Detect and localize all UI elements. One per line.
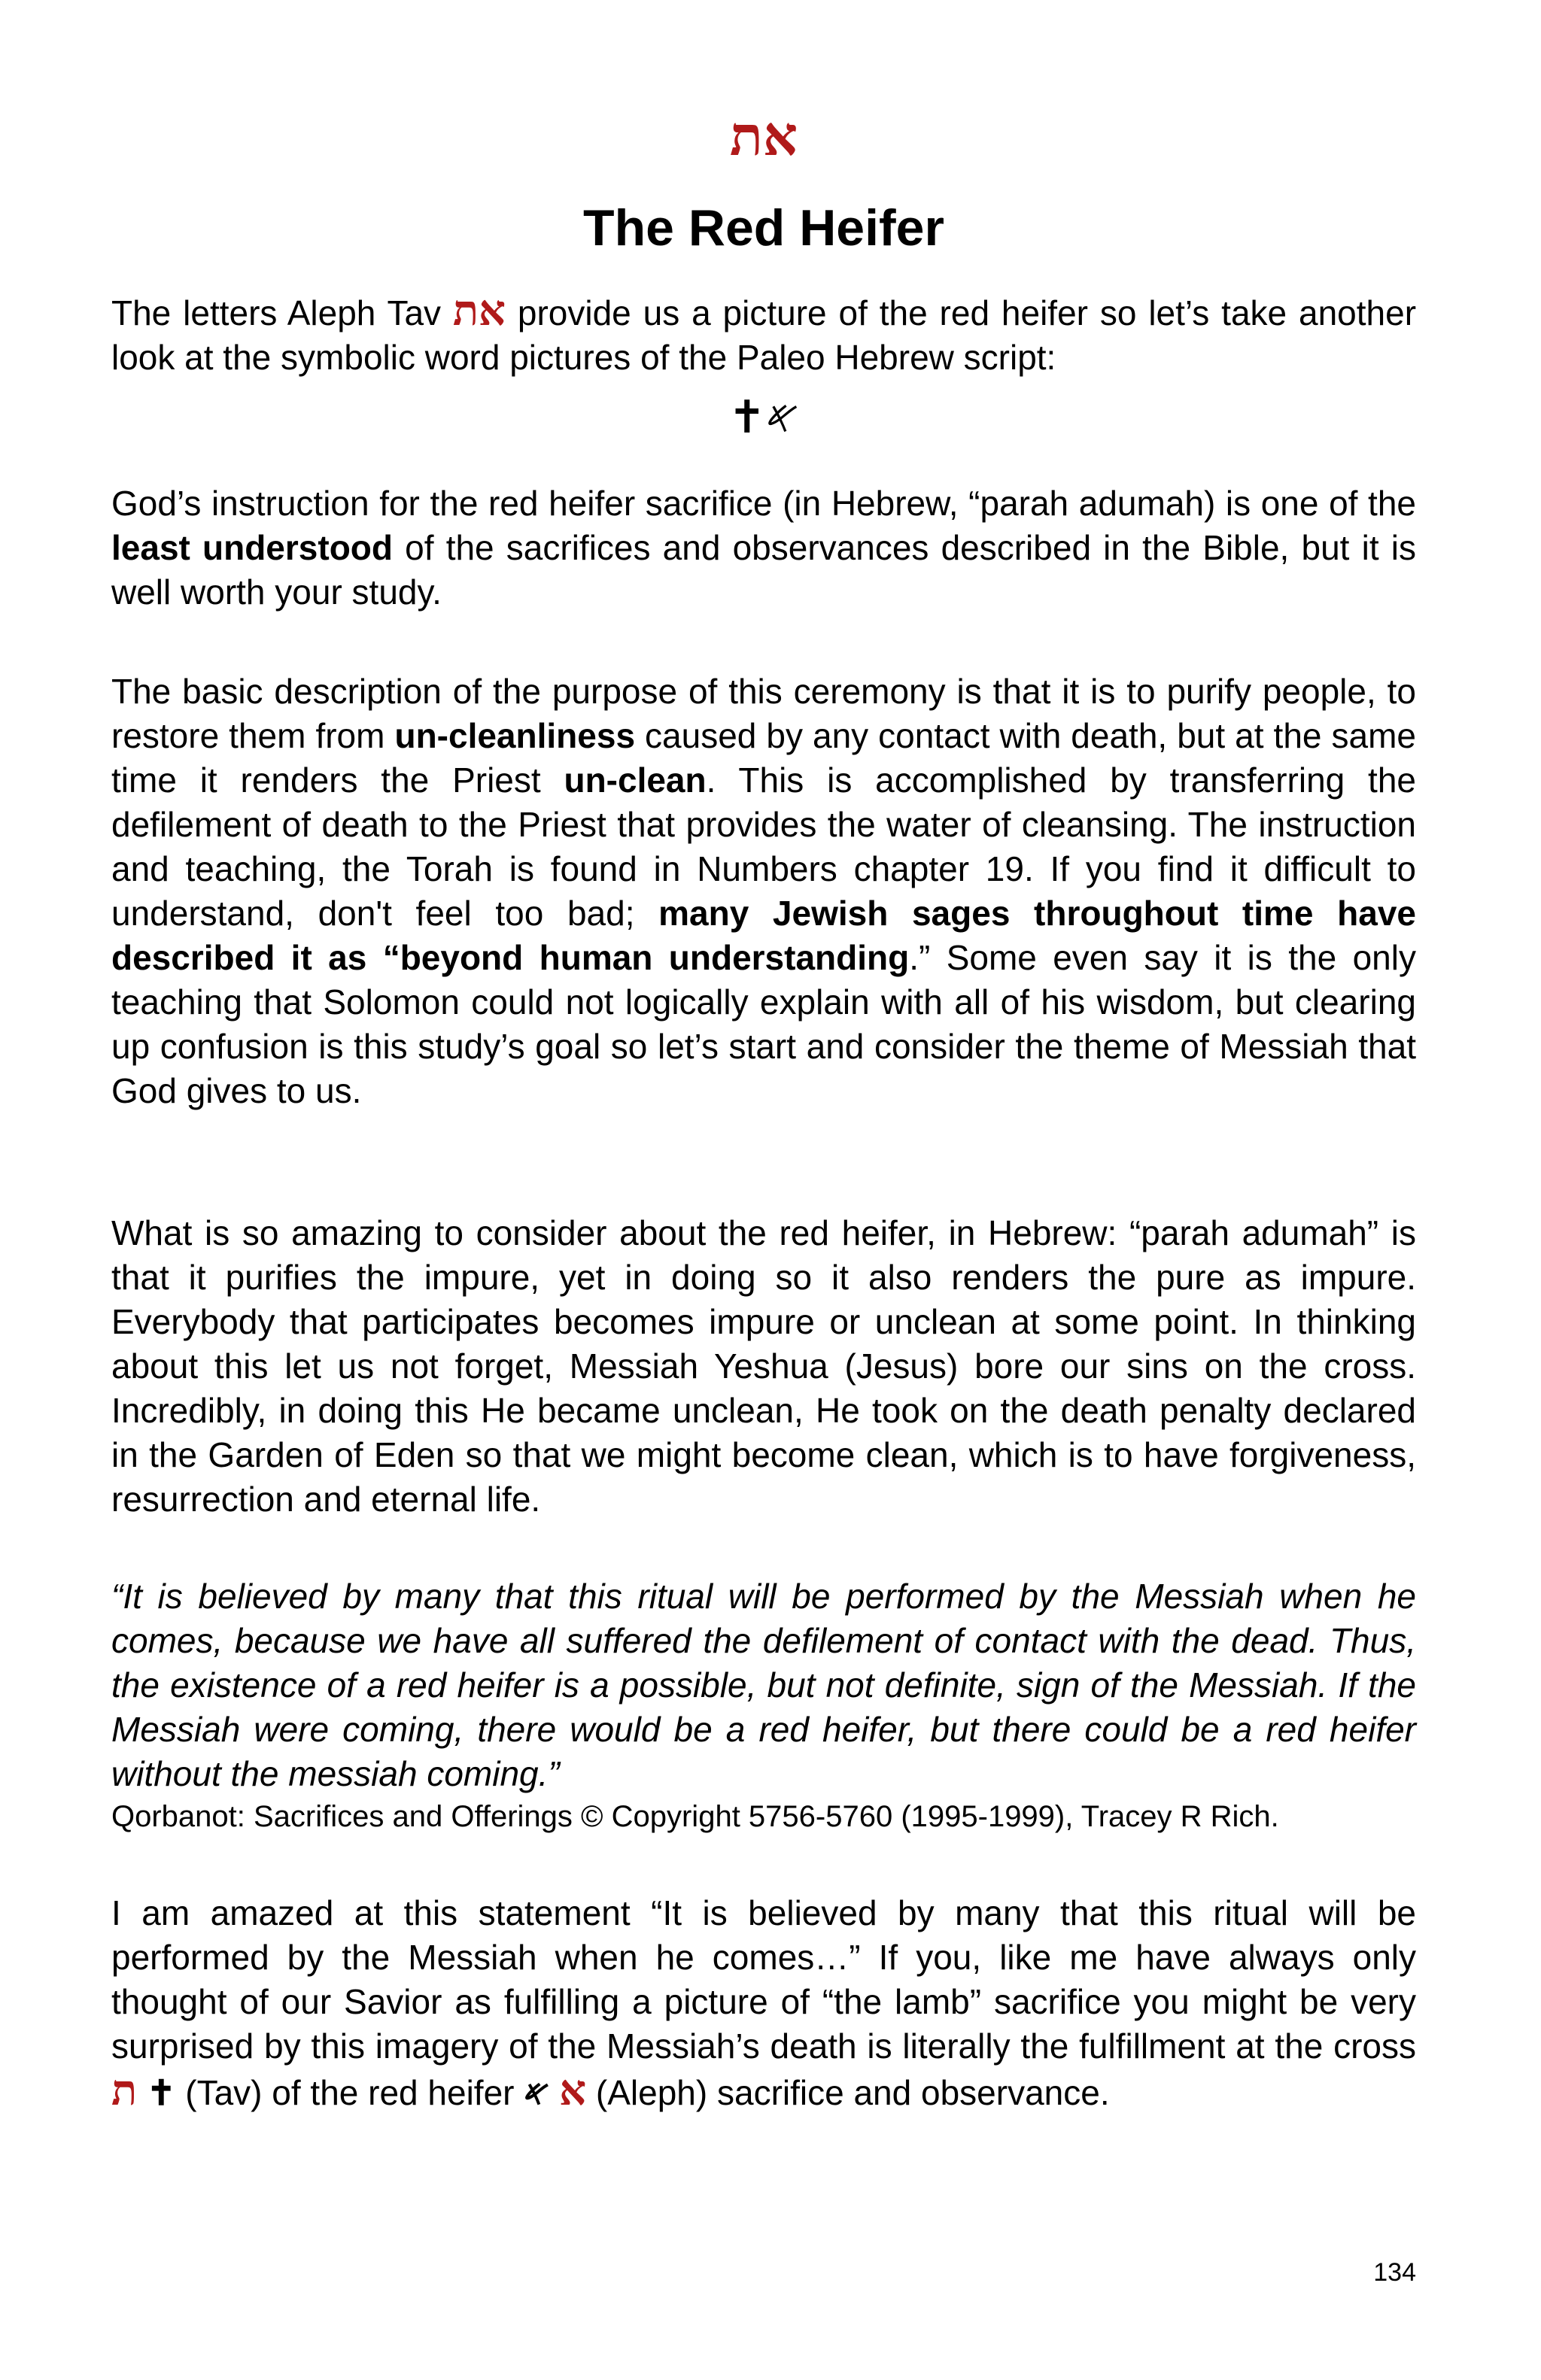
conclusion-paragraph <box>111 1891 1416 2115</box>
quote-paragraph: “It is believed by many that this ritual will be performed by the Messiah when he comes, because we have all suffered the defilement of contact with the dead. Thus, the existence of a red heifer is a possible, but not definite, sign of the Messiah. If the Messiah were coming, there would be a red heifer, but there could be a red heifer without the messiah coming.” <box>111 1577 1416 1793</box>
amazing-paragraph: What is so amazing to consider about the red heifer, in Hebrew: “parah adumah” is that it purifies the impure, yet in doing so it also renders the pure as impure. Everybody that participates becomes impure or unclean at some point. In thinking about this let us not forget, Messiah Yeshua (Jesus) bore our sins on the cross. Incredibly, in doing this He became unclean, He took on the death penalty declared in the Garden of Eden so that we might become clean, which is to have forgiveness, resurrection and eternal life. <box>111 1213 1416 1519</box>
aleph-tav-heading-glyph: את <box>729 104 798 168</box>
page-title: The Red Heifer <box>583 199 944 257</box>
description-text-4: .” Some even say it is the only teaching that Solomon could not logically explain with all of his wisdom, but clearing up confusion is this study’s goal so let’s start and consider the theme of Messiah that God gives to us. <box>111 938 1416 1110</box>
conclusion-text: I am amazed at this statement “It is believed by many that this ritual will be performed by the Messiah when he comes…” If you, like me have always only thought of our Savior as fulfilling a picture of “the lamb” sacrifice you might be very surprised by this imagery of the Messiah’s death is literally the fulfillment at the cross <box>111 1893 1416 2066</box>
intro-text-before: The letters Aleph Tav <box>111 293 453 332</box>
sages-bold: many Jewish sages throughout time have described it as “beyond human understanding <box>111 894 1416 977</box>
description-text-1: The basic description of the purpose of this ceremony is that it is to purify people, to restore them from <box>111 672 1416 755</box>
least-understood-bold: least understood <box>111 528 393 567</box>
instruction-paragraph <box>111 481 1416 615</box>
intro-paragraph <box>111 286 1417 380</box>
aleph-hebrew-glyph: א <box>559 2066 587 2115</box>
unclean-bold: un-clean <box>564 760 707 800</box>
quote-citation: Qorbanot: Sacrifices and Offerings © Copyright 5756-5760 (1995-1999), Tracey R Rich. <box>111 1800 1279 1833</box>
uncleanliness-bold: un-cleanliness <box>394 716 636 755</box>
description-paragraph <box>111 669 1416 1113</box>
paleo-hebrew-glyphs: ✝𐤀 <box>728 391 800 444</box>
instruction-text-after: of the sacrifices and observances described in the Bible, but it is well worth your study. <box>111 528 1416 612</box>
page-number: 134 <box>1373 2258 1416 2287</box>
aleph-tav-inline-glyph: את <box>452 286 506 335</box>
description-text-2: caused by any contact with death, but at the same time it renders the Priest <box>111 716 1416 800</box>
aleph-label: (Aleph) sacrifice and observance. <box>586 2073 1110 2112</box>
description-text-3: . This is accomplished by transferring the defilement of death to the Priest that provides the water of cleansing. The instruction and teaching, the Torah is found in Numbers chapter 19. If you find it difficult to understand, don't feel too bad; <box>111 760 1416 933</box>
intro-text-after: provide us a picture of the red heifer so let’s take another look at the symbolic word pictures of the Paleo Hebrew script: <box>111 293 1417 377</box>
tav-paleo-cross-icon: ✝ <box>146 2072 176 2113</box>
tav-hebrew-glyph: ת <box>111 2066 138 2115</box>
tav-label: (Tav) of the red heifer <box>175 2073 524 2112</box>
instruction-text-before: God’s instruction for the red heifer sacrifice (in Hebrew, “parah adumah) is one of the <box>111 484 1416 523</box>
aleph-paleo-ox-icon: 𐤀 <box>524 2072 550 2113</box>
